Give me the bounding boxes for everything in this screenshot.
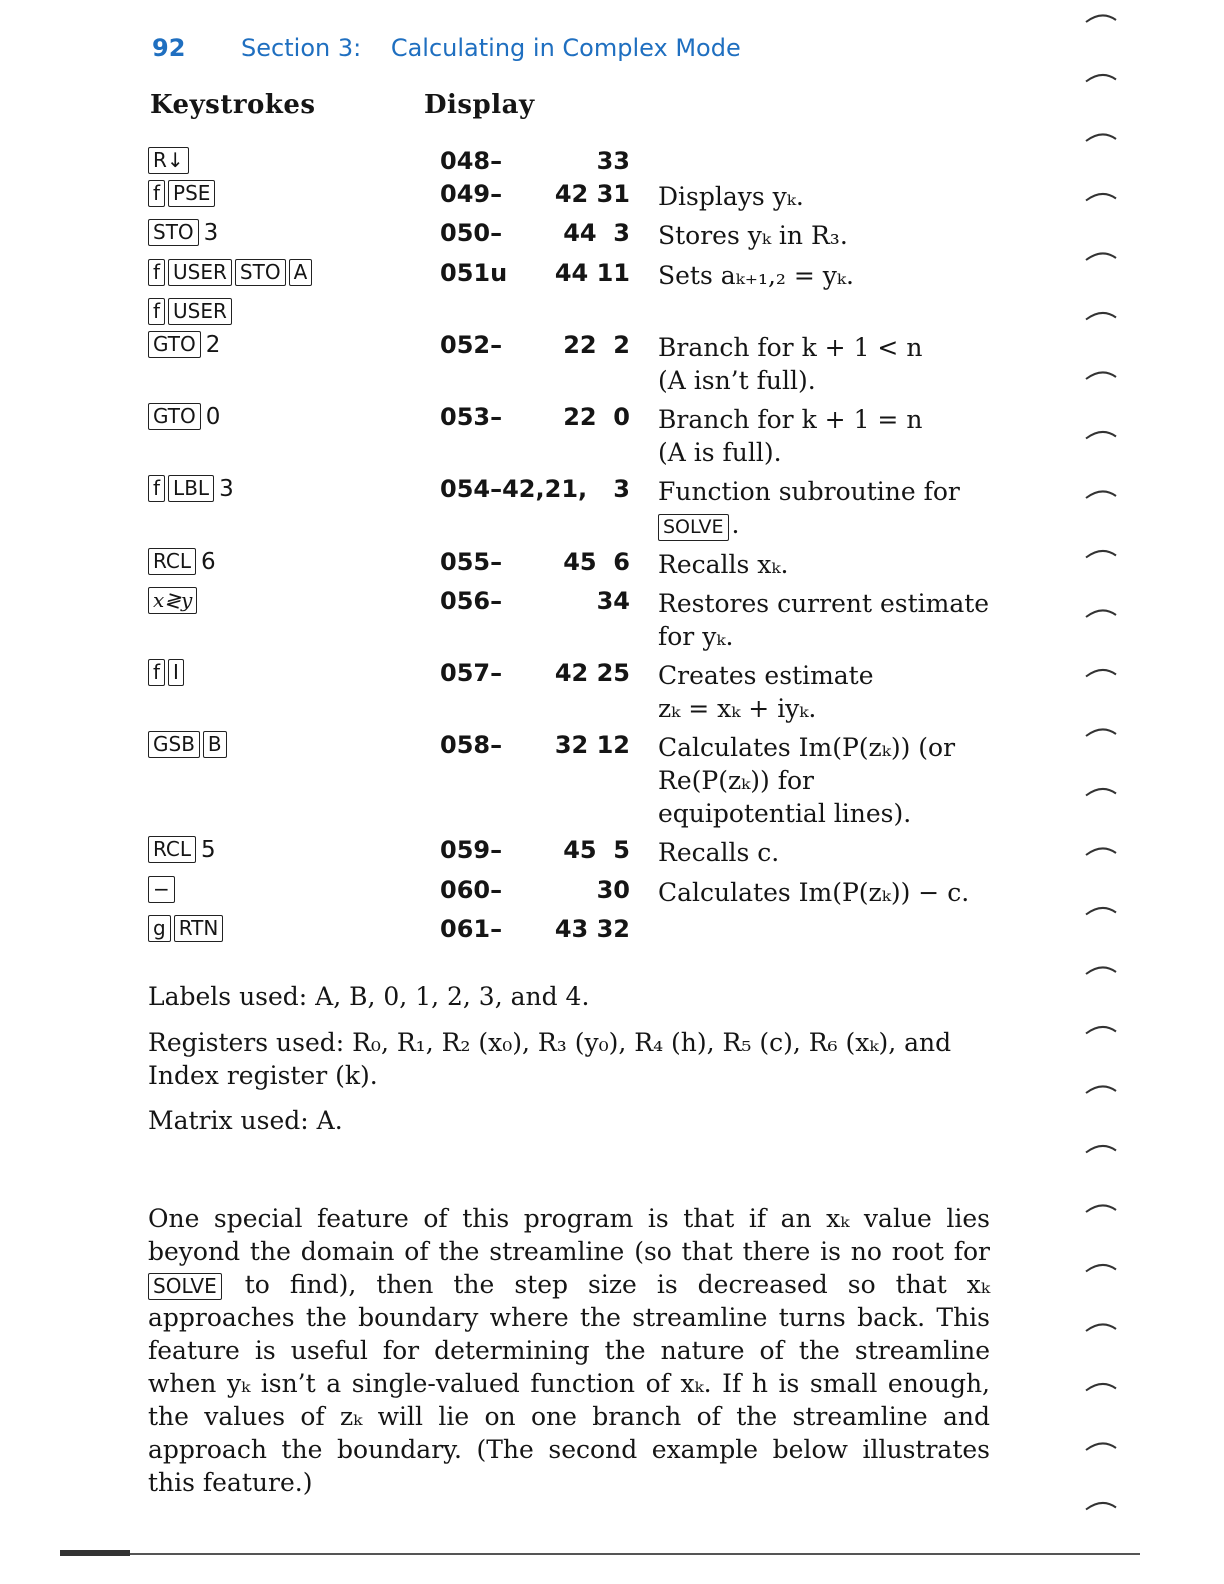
feature-paragraph xyxy=(148,1202,990,1499)
keystroke-sequence xyxy=(148,219,218,246)
line-number: 048– xyxy=(440,147,503,175)
description-line: Restores current estimate xyxy=(658,589,990,618)
binding-coil xyxy=(1086,1027,1116,1034)
binding-coil xyxy=(1086,253,1116,260)
display-column-heading: Display xyxy=(424,90,535,120)
binding-coil xyxy=(1086,15,1116,22)
keystroke-sequence xyxy=(148,836,216,863)
line-number: 061– xyxy=(440,915,503,943)
binding-coil xyxy=(1086,491,1116,498)
keystroke-digit: 2 xyxy=(205,331,221,358)
binding-coil xyxy=(1086,1503,1116,1510)
description-line: Stores yₖ in R₃. xyxy=(658,221,848,250)
binding-coil xyxy=(1086,908,1116,915)
line-number: 055– xyxy=(440,548,503,576)
binding-coil xyxy=(1086,1265,1116,1272)
binding-coil xyxy=(1086,1086,1116,1093)
line-number: 057– xyxy=(440,659,503,687)
step-description xyxy=(658,403,998,469)
keystroke-sequence xyxy=(148,403,220,430)
keystroke-sequence xyxy=(148,331,220,358)
line-number: 053– xyxy=(440,403,503,431)
page-header xyxy=(152,34,741,62)
line-number: 056– xyxy=(440,587,503,615)
binding-coil xyxy=(1086,194,1116,201)
calculator-key: R↓ xyxy=(148,147,189,174)
paragraph-text-start: One special feature of this program is that if an xₖ value lies beyond the domain of the streamline (so that there is no root for xyxy=(148,1204,990,1266)
binding-coil xyxy=(1086,75,1116,82)
calculator-key: g xyxy=(148,915,171,942)
description-line: Calculates Im(P(zₖ)) (or xyxy=(658,733,956,762)
line-number: 060– xyxy=(440,876,503,904)
key-code: 22 0 xyxy=(563,403,630,431)
matrix-used-note: Matrix used: A. xyxy=(148,1106,343,1135)
keystroke-sequence xyxy=(148,876,178,903)
keystroke-sequence xyxy=(148,298,235,325)
description-line: Calculates Im(P(zₖ)) − c. xyxy=(658,878,970,907)
keystroke-sequence xyxy=(148,731,230,758)
calculator-key: LBL xyxy=(168,475,214,502)
spiral-binding-decoration xyxy=(1082,0,1132,1584)
calculator-key: STO xyxy=(235,259,286,286)
binding-coil xyxy=(1086,313,1116,320)
section-label: Section 3: xyxy=(241,34,362,62)
key-code: 43 32 xyxy=(554,915,630,943)
description-line: Displays yₖ. xyxy=(658,182,804,211)
key-code: 33 xyxy=(596,147,630,175)
keystrokes-column-heading: Keystrokes xyxy=(150,90,316,120)
keystroke-digit: 0 xyxy=(205,403,221,430)
binding-coil xyxy=(1086,1205,1116,1212)
description-line: zₖ = xₖ + iyₖ. xyxy=(658,694,817,723)
keystroke-digit: 3 xyxy=(203,219,219,246)
description-line: for yₖ. xyxy=(658,622,734,651)
binding-coil xyxy=(1086,134,1116,141)
binding-coil xyxy=(1086,1443,1116,1450)
description-line: Recalls c. xyxy=(658,838,780,867)
key-code: 42 31 xyxy=(554,180,630,208)
binding-coil xyxy=(1086,729,1116,736)
step-description xyxy=(658,587,998,653)
keystroke-digit: 6 xyxy=(201,548,216,575)
line-number: 051u xyxy=(440,259,508,287)
keystroke-sequence xyxy=(148,180,218,207)
calculator-key: USER xyxy=(168,298,232,325)
key-code: 30 xyxy=(596,876,630,904)
key-code: 44 11 xyxy=(554,259,630,287)
calculator-key: f xyxy=(148,659,165,686)
solve-key: SOLVE xyxy=(148,1273,222,1300)
step-description xyxy=(658,659,998,725)
binding-coil xyxy=(1086,432,1116,439)
calculator-key: GSB xyxy=(148,731,200,758)
keystroke-digit: 3 xyxy=(219,475,234,502)
paragraph-text-end: to find), then the step size is decreased so that xₖ approaches the boundary where the streamline turns back. This feature is useful for determining the nature of the streamline when yₖ isn’t a single-valued function of xₖ. If h is small enough, the values of zₖ will lie on one branch of the streamline and approach the boundary. (The second example below illustrates this feature.) xyxy=(148,1270,990,1497)
step-description xyxy=(658,331,998,397)
calculator-key: STO xyxy=(148,219,199,246)
key-code: 3 xyxy=(613,475,630,503)
description-line: Recalls xₖ. xyxy=(658,550,789,579)
binding-coil xyxy=(1086,1146,1116,1153)
calculator-key: f xyxy=(148,259,165,286)
bottom-rule-mark xyxy=(60,1550,130,1556)
description-line: Branch for k + 1 = n xyxy=(658,405,923,434)
keystroke-sequence xyxy=(148,475,234,502)
step-description xyxy=(658,475,998,541)
registers-used-note: Registers used: R₀, R₁, R₂ (x₀), R₃ (y₀), R₄ (h), R₅ (c), R₆ (xₖ), and Index register (k). xyxy=(148,1028,952,1090)
key-code: 45 5 xyxy=(563,836,630,864)
binding-coil xyxy=(1086,670,1116,677)
calculator-key: PSE xyxy=(168,180,215,207)
line-number: 059– xyxy=(440,836,503,864)
calculator-key: USER xyxy=(168,259,232,286)
keystroke-sequence xyxy=(148,259,315,286)
key-code: 34 xyxy=(596,587,630,615)
keystroke-digit: 5 xyxy=(201,836,216,863)
calculator-key: RCL xyxy=(148,836,196,863)
step-description xyxy=(658,548,998,581)
step-description xyxy=(658,836,998,869)
calculator-key: f xyxy=(148,298,165,325)
line-number: 052– xyxy=(440,331,503,359)
key-code: 22 2 xyxy=(563,331,630,359)
keystroke-sequence xyxy=(148,587,200,614)
labels-used-note: Labels used: A, B, 0, 1, 2, 3, and 4. xyxy=(148,982,590,1011)
binding-coil xyxy=(1086,1324,1116,1331)
description-line: Branch for k + 1 < n xyxy=(658,333,923,362)
calculator-key: x≷y xyxy=(148,587,197,614)
binding-coil xyxy=(1086,1384,1116,1391)
step-description xyxy=(658,259,998,292)
line-number: 050– xyxy=(440,219,503,247)
calculator-key: − xyxy=(148,876,175,903)
keystroke-sequence xyxy=(148,659,187,686)
key-code: 42 25 xyxy=(554,659,630,687)
description-line: Re(P(zₖ)) for xyxy=(658,766,814,795)
step-description xyxy=(658,876,998,909)
line-number: 054–42,21, xyxy=(440,475,588,503)
bottom-rule xyxy=(60,1553,1140,1555)
key-code: 32 12 xyxy=(554,731,630,759)
calculator-key: GTO xyxy=(148,331,201,358)
description-line: Function subroutine for xyxy=(658,477,960,506)
calculator-key: B xyxy=(203,731,227,758)
binding-coil xyxy=(1086,848,1116,855)
calculator-key: f xyxy=(148,180,165,207)
description-punctuation: . xyxy=(731,510,740,539)
step-description xyxy=(658,219,998,252)
binding-coil xyxy=(1086,610,1116,617)
keystroke-sequence xyxy=(148,548,216,575)
description-line xyxy=(658,508,998,541)
description-line: Creates estimate xyxy=(658,661,874,690)
step-description xyxy=(658,731,998,830)
line-number: 049– xyxy=(440,180,503,208)
section-title: Calculating in Complex Mode xyxy=(390,34,741,62)
key-code: 45 6 xyxy=(563,548,630,576)
binding-coil xyxy=(1086,551,1116,558)
calculator-key: RTN xyxy=(174,915,224,942)
description-line: (A is full). xyxy=(658,438,782,467)
solve-key: SOLVE xyxy=(658,514,729,541)
calculator-key: I xyxy=(168,659,184,686)
binding-coil xyxy=(1086,789,1116,796)
calculator-key: RCL xyxy=(148,548,196,575)
keystroke-sequence xyxy=(148,147,192,174)
page-number: 92 xyxy=(152,34,186,62)
description-line: equipotential lines). xyxy=(658,799,912,828)
description-line: Sets aₖ₊₁,₂ = yₖ. xyxy=(658,261,854,290)
line-number: 058– xyxy=(440,731,503,759)
binding-coil xyxy=(1086,967,1116,974)
calculator-key: A xyxy=(289,259,313,286)
key-code: 44 3 xyxy=(563,219,630,247)
step-description xyxy=(658,180,998,213)
calculator-key: GTO xyxy=(148,403,201,430)
keystroke-sequence xyxy=(148,915,226,942)
binding-coil xyxy=(1086,372,1116,379)
calculator-key: f xyxy=(148,475,165,502)
description-line: (A isn’t full). xyxy=(658,366,816,395)
